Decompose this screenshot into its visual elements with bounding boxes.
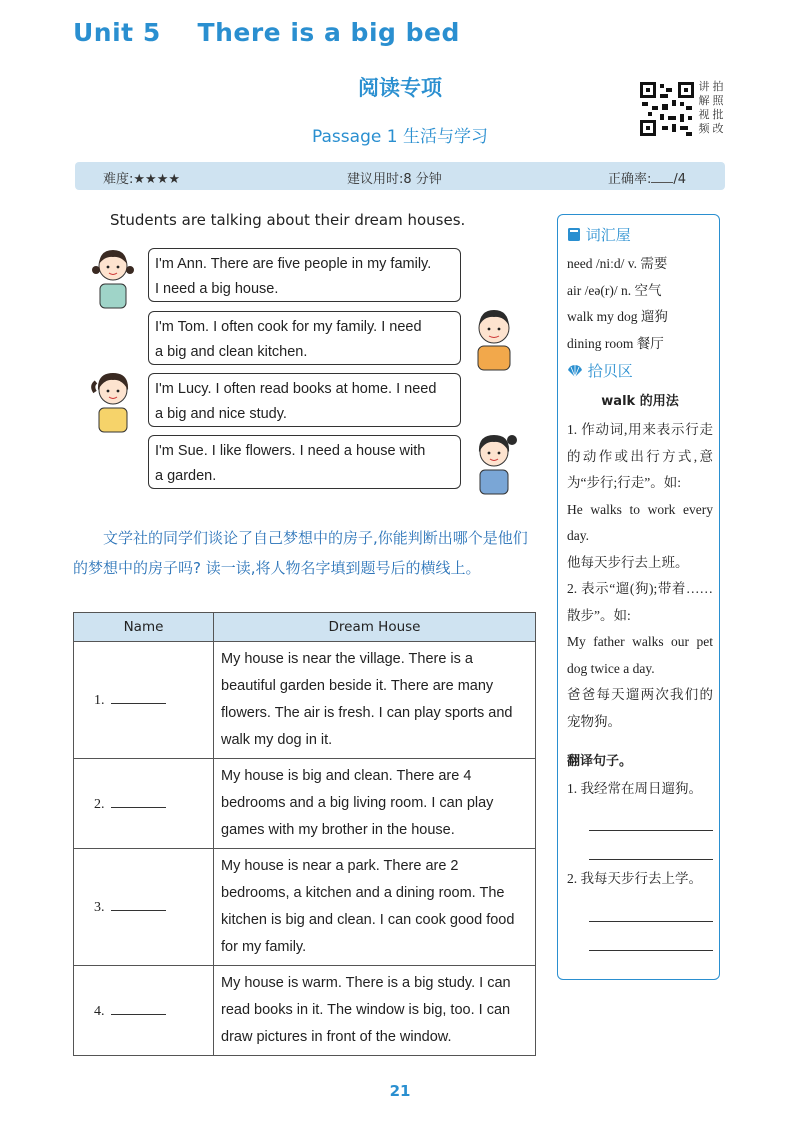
answer-blank[interactable]: [111, 898, 166, 911]
tom-line-2: a big and clean kitchen.: [155, 344, 308, 360]
translate-item: 2. 我每天步行去上学。: [567, 871, 702, 886]
tom-line-1: I'm Tom. I often cook for my family. I need: [155, 319, 422, 335]
answer-blank[interactable]: [111, 691, 166, 704]
question-number: 1.: [94, 693, 105, 708]
answer-line[interactable]: [589, 899, 713, 922]
shell-heading: [567, 359, 713, 387]
ann-bubble: [148, 248, 461, 302]
example-1-en: He walks to work every day.: [567, 501, 713, 543]
description-cell: My house is warm. There is a big study. I can read books in it. The window is big, too. I can draw pictures in front of the window.: [214, 966, 536, 1056]
qr-caption: [697, 80, 725, 136]
translate-title: 翻译句子。: [567, 754, 633, 769]
name-cell: [74, 849, 214, 966]
accuracy-label: 正确率:: [608, 172, 652, 187]
lucy-illustration: [88, 364, 138, 434]
usage-title: walk 的用法: [601, 394, 679, 409]
ann-line-2: I need a big house.: [155, 281, 279, 297]
qr-char: 视: [698, 108, 710, 121]
tom-bubble: [148, 311, 461, 365]
description-cell: My house is near a park. There are 2 bedrooms, a kitchen and a dining room. The kitchen is big and clean. I can cook good food for my family.: [214, 849, 536, 966]
question-number: 2.: [94, 796, 105, 812]
usage-1: 1. 作动词,用来表示行走的动作或出行方式,意为“步行;行走”。如:: [567, 422, 713, 490]
qr-char: 频: [698, 122, 710, 135]
suggested-time: 建议用时:8 分钟: [347, 172, 442, 187]
table-row: [74, 849, 536, 966]
table-row: [74, 966, 536, 1056]
answer-line[interactable]: [589, 928, 713, 951]
vocab-item: walk my dog 遛狗: [567, 309, 668, 324]
qr-code-icon[interactable]: [640, 82, 694, 136]
vocab-item: air /eə(r)/ n. 空气: [567, 282, 662, 298]
unit-title: Unit 5 There is a big bed: [73, 18, 460, 47]
name-cell: [74, 966, 214, 1056]
info-bar: [75, 162, 725, 190]
description-cell: My house is big and clean. There are 4 bedrooms and a big living room. I can play games with my brother in the house.: [214, 759, 536, 849]
answer-line[interactable]: [589, 808, 713, 831]
sue-line-2: a garden.: [155, 468, 217, 484]
shell-title: 拾贝区: [587, 362, 633, 380]
ann-line-1: I'm Ann. There are five people in my family.: [155, 256, 432, 272]
name-cell: [74, 759, 214, 849]
lucy-line-1: I'm Lucy. I often read books at home. I need: [155, 381, 437, 397]
intro-text: Students are talking about their dream houses.: [110, 211, 466, 229]
sue-line-1: I'm Sue. I like flowers. I need a house with: [155, 443, 426, 459]
vocab-heading: [567, 223, 713, 251]
vocab-item: dining room 餐厅: [567, 335, 664, 351]
question-number: 3.: [94, 900, 105, 915]
lucy-bubble: [148, 373, 461, 427]
sidebar-panel: [557, 214, 720, 980]
dream-house-table: [73, 612, 536, 1056]
section-title: 阅读专项: [358, 76, 442, 100]
lucy-line-2: a big and nice study.: [155, 406, 287, 422]
vocab-title: 词汇屋: [585, 226, 631, 244]
accuracy-blank[interactable]: [651, 170, 673, 183]
column-header-dream-house: Dream House: [214, 613, 536, 642]
question-number: 4.: [94, 1003, 105, 1019]
usage-2: 2. 表示“遛(狗);带着……散步”。如:: [567, 581, 713, 623]
table-row: [74, 759, 536, 849]
example-1-cn: 他每天步行去上班。: [567, 554, 689, 570]
accuracy: [608, 168, 686, 187]
column-header-name: Name: [74, 613, 214, 642]
page-number: 21: [389, 1082, 411, 1100]
instruction-text: 文学社的同学们谈论了自己梦想中的房子,你能判断出哪个是他们的梦想中的房子吗? 读一读,将人物名字填到题号后的横线上。: [73, 529, 528, 577]
qr-char: 照: [712, 94, 724, 107]
answer-blank[interactable]: [111, 1002, 166, 1015]
accuracy-total: /4: [673, 172, 687, 187]
tom-illustration: [466, 302, 522, 372]
qr-char: 拍: [712, 80, 724, 93]
sue-bubble: [148, 435, 461, 489]
ann-illustration: [90, 240, 136, 310]
example-2-cn: 爸爸每天遛两次我们的宠物狗。: [567, 687, 713, 729]
sue-illustration: [468, 426, 520, 496]
qr-char: 改: [712, 122, 724, 135]
answer-blank[interactable]: [111, 795, 166, 808]
book-icon: [567, 227, 581, 242]
seashell-icon: [567, 364, 583, 378]
qr-char: 批: [712, 108, 724, 121]
example-2-en: My father walks our pet dog twice a day.: [567, 634, 713, 676]
description-cell: My house is near the village. There is a beautiful garden beside it. There are many flowers. The air is fresh. I can play sports and walk my dog in it.: [214, 642, 536, 759]
qr-char: 讲: [698, 80, 710, 93]
difficulty-rating: 难度:★★★★: [103, 172, 180, 187]
passage-title: Passage 1 生活与学习: [312, 127, 488, 147]
vocab-item: need /niːd/ v. 需要: [567, 256, 668, 271]
qr-char: 解: [698, 94, 710, 107]
translate-item: 1. 我经常在周日遛狗。: [567, 780, 702, 796]
answer-line[interactable]: [589, 837, 713, 860]
table-row: [74, 642, 536, 759]
name-cell: [74, 642, 214, 759]
